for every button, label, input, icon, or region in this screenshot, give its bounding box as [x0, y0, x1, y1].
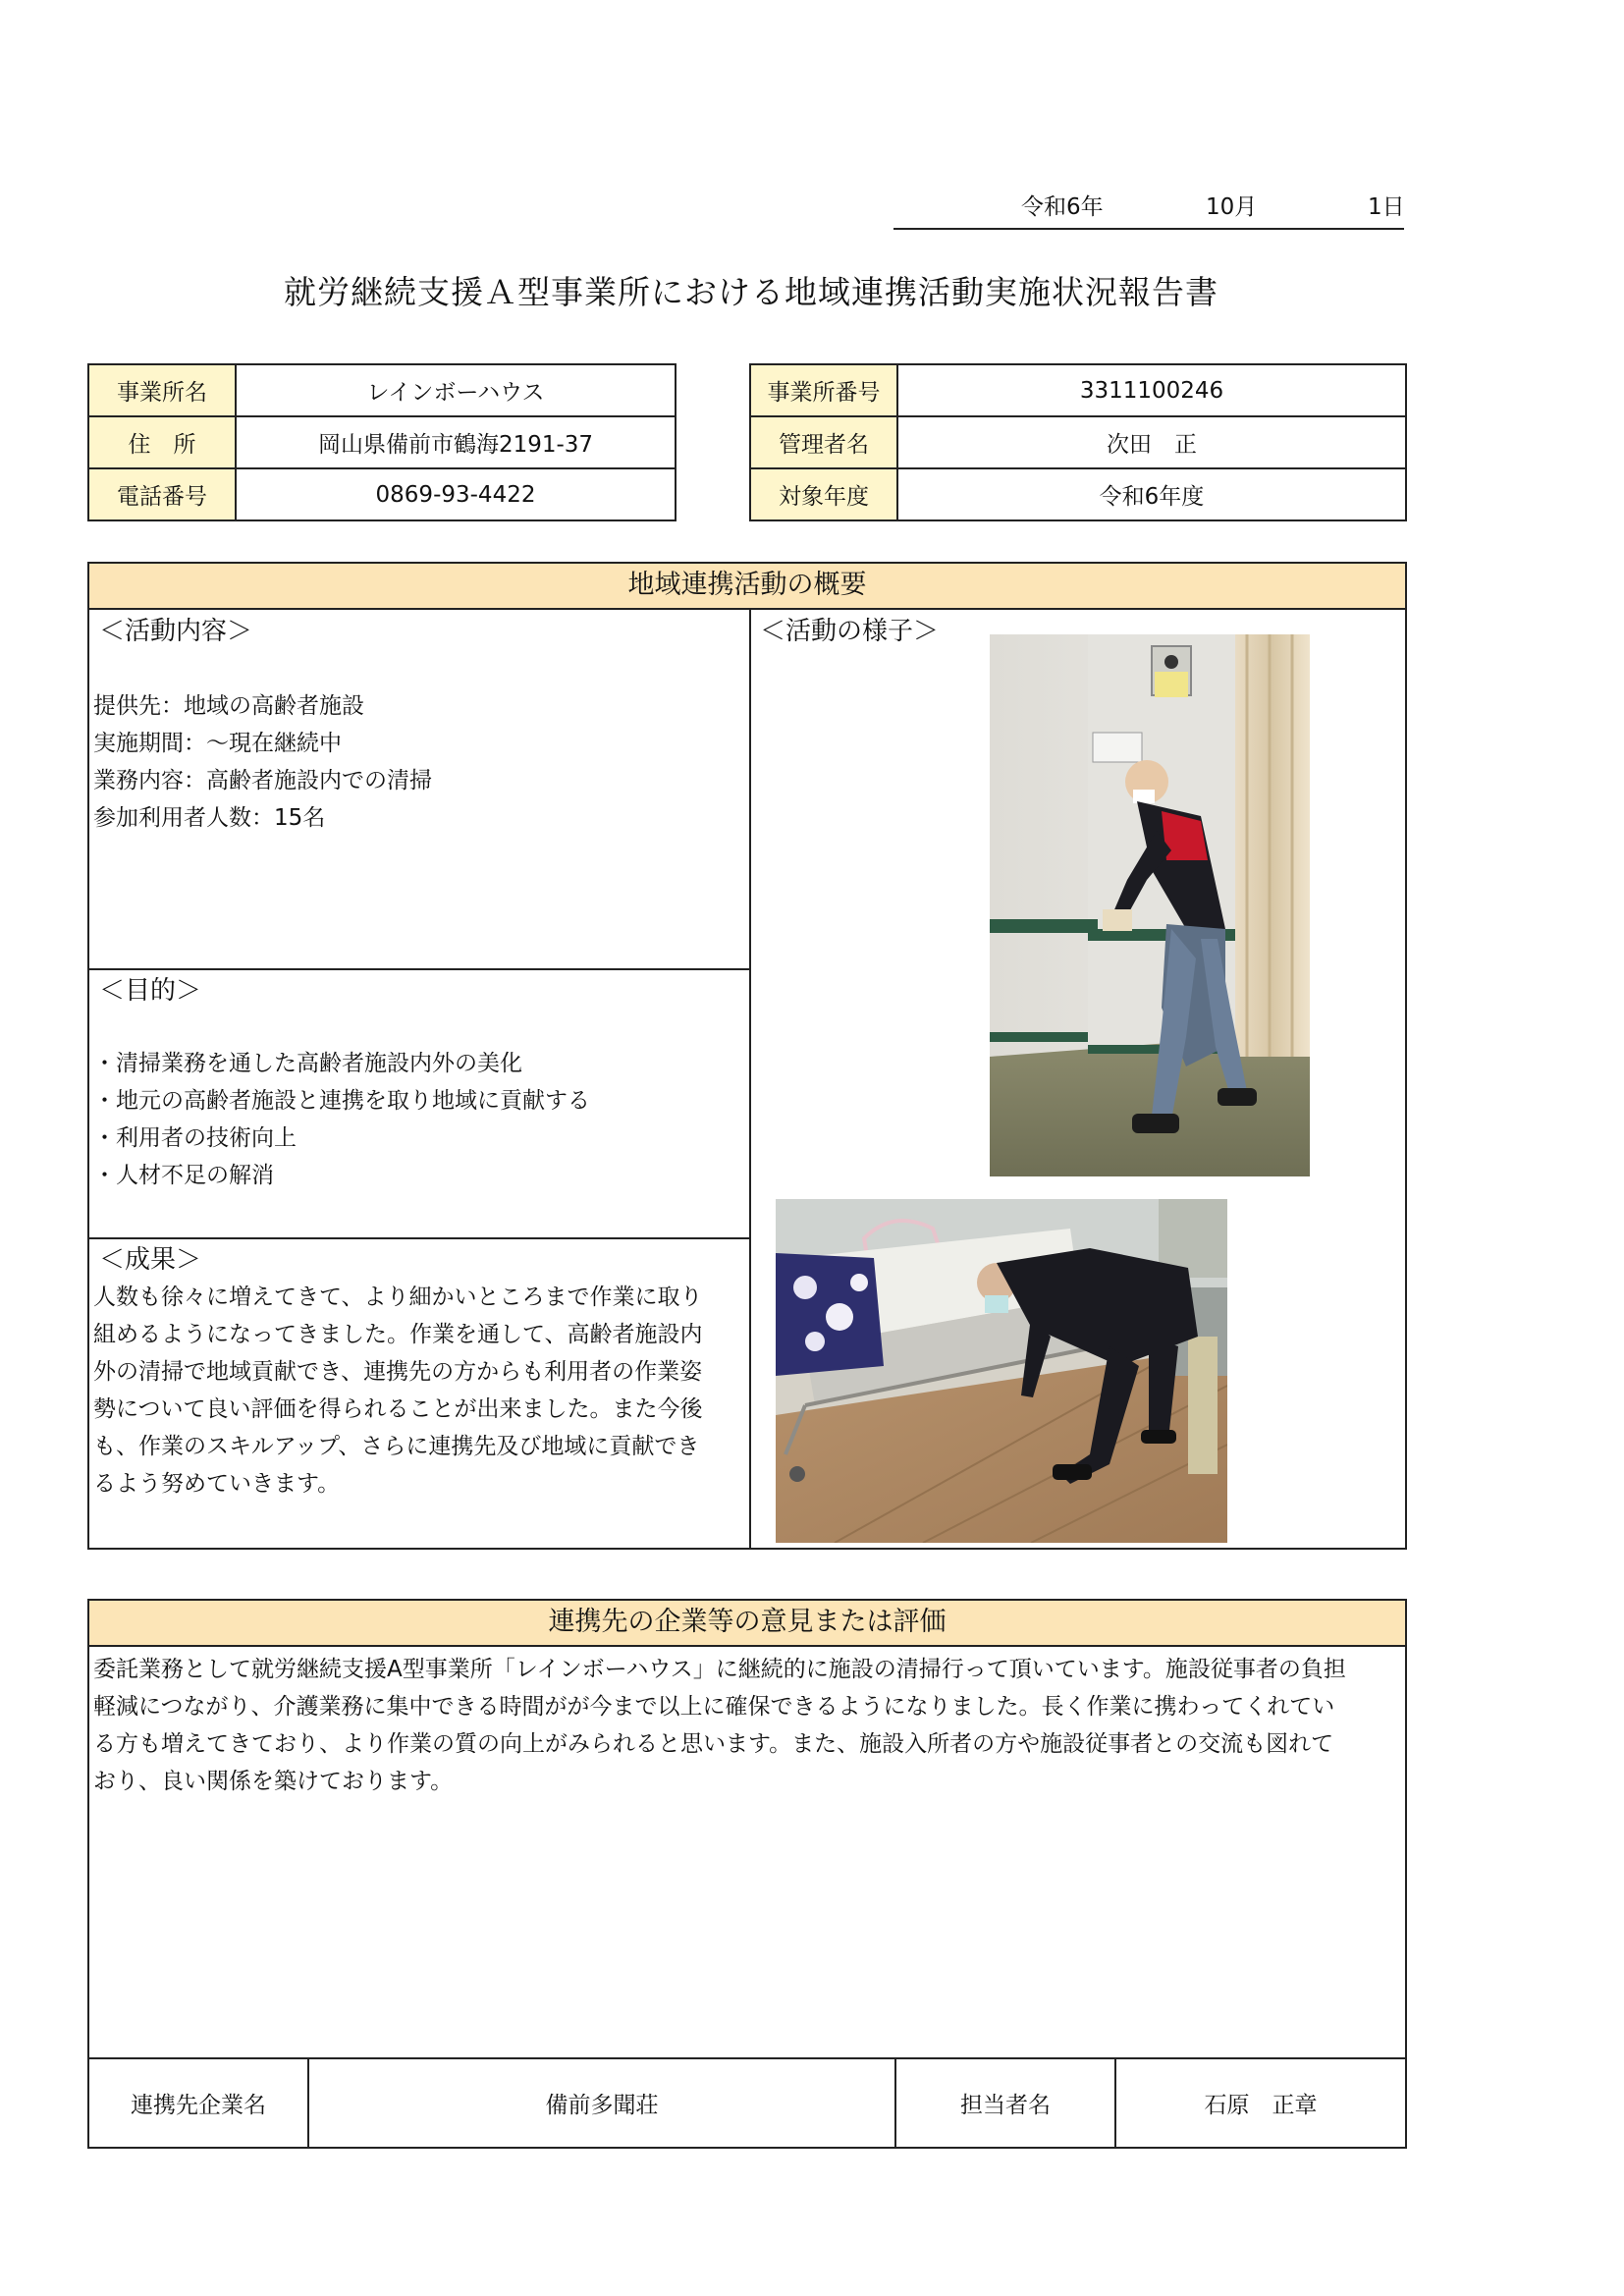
- result-line: るよう努めていきます。: [93, 1471, 341, 1497]
- value-phone: 0869-93-4422: [236, 468, 676, 520]
- purpose-line: ・地元の高齢者施設と連携を取り地域に貢献する: [93, 1088, 590, 1114]
- label-partner-company: 連携先企業名: [88, 2058, 308, 2148]
- overview-header: 地域連携活動の概要: [89, 564, 1405, 610]
- evaluation-line: 委託業務として就労継続支援A型事業所「レインボーハウス」に継続的に施設の清掃行って頂いています。施設従事者の負担: [93, 1657, 1346, 1682]
- photo-bed-cleaning-graphic: [776, 1199, 1227, 1543]
- evaluation-line: る方も増えてきており、より作業の質の向上がみられると思います。また、施設入所者の方や施設従事者との交流も図れて: [93, 1731, 1334, 1757]
- result-line: 人数も徐々に増えてきて、より細かいところまで作業に取り: [93, 1285, 703, 1310]
- photo-heading: ＜活動の様子＞: [760, 617, 940, 646]
- value-target-year: 令和6年度: [897, 468, 1406, 520]
- activity-line: 提供先：地域の高齢者施設: [93, 693, 364, 719]
- label-facility-name: 事業所名: [88, 364, 236, 416]
- purpose-line: ・清掃業務を通した高齢者施設内外の美化: [93, 1051, 522, 1076]
- purpose-heading: ＜目的＞: [99, 976, 202, 1006]
- label-facility-number: 事業所番号: [750, 364, 897, 416]
- result-line: 組めるようになってきました。作業を通して、高齢者施設内: [93, 1322, 703, 1347]
- value-partner-company: 備前多聞荘: [308, 2058, 895, 2148]
- activity-line: 参加利用者人数：15名: [93, 805, 326, 831]
- evaluation-content: [93, 1651, 1404, 1800]
- result-content: [93, 1279, 746, 1503]
- result-heading: ＜成果＞: [99, 1245, 202, 1275]
- purpose-line: ・利用者の技術向上: [93, 1125, 297, 1151]
- label-person-in-charge: 担当者名: [895, 2058, 1115, 2148]
- evaluation-header: 連携先の企業等の意見または評価: [89, 1601, 1405, 1647]
- result-line: 外の清掃で地域貢献でき、連携先の方からも利用者の作業姿: [93, 1359, 703, 1385]
- overview-section: [87, 562, 1407, 1550]
- value-address: 岡山県備前市鶴海2191-37: [236, 416, 676, 468]
- evaluation-line: 軽減につながり、介護業務に集中できる時間がが今まで以上に確保できるようになりました。長く作業に携わってくれてい: [93, 1694, 1335, 1720]
- value-manager: 次田 正: [897, 416, 1406, 468]
- purpose-content: [93, 1045, 590, 1194]
- date-underline: [893, 228, 1404, 230]
- facility-info-table: [87, 363, 677, 521]
- activity-line: 実施期間：～現在継続中: [93, 731, 342, 756]
- label-target-year: 対象年度: [750, 468, 897, 520]
- label-manager: 管理者名: [750, 416, 897, 468]
- date-month: 10月: [1206, 194, 1258, 220]
- label-address: 住 所: [88, 416, 236, 468]
- activity-line: 業務内容：高齢者施設内での清掃: [93, 768, 432, 793]
- date-day: 1日: [1368, 194, 1405, 220]
- facility-admin-table: [749, 363, 1407, 521]
- activity-photo-bed-cleaning: [776, 1199, 1227, 1543]
- date-era-year: 令和6年: [1021, 194, 1104, 220]
- photo-wall-cleaning-graphic: [990, 634, 1310, 1176]
- result-line: も、作業のスキルアップ、さらに連携先及び地域に貢献でき: [93, 1434, 700, 1459]
- partner-info-table: [87, 2057, 1407, 2149]
- result-line: 勢について良い評価を得られることが出来ました。また今後: [93, 1396, 703, 1422]
- purpose-line: ・人材不足の解消: [93, 1163, 274, 1188]
- page-title: 就労継続支援Ａ型事業所における地域連携活動実施状況報告書: [284, 273, 1218, 311]
- activity-heading: ＜活動内容＞: [99, 617, 253, 646]
- value-facility-name: レインボーハウス: [236, 364, 676, 416]
- activity-content: [93, 687, 432, 837]
- value-person-in-charge: 石原 正章: [1115, 2058, 1406, 2148]
- evaluation-line: おり、良い関係を築けております。: [93, 1769, 454, 1794]
- value-facility-number: 3311100246: [897, 364, 1406, 416]
- activity-photo-wall-cleaning: [990, 634, 1310, 1176]
- label-phone: 電話番号: [88, 468, 236, 520]
- overview-column-divider: [749, 608, 751, 1550]
